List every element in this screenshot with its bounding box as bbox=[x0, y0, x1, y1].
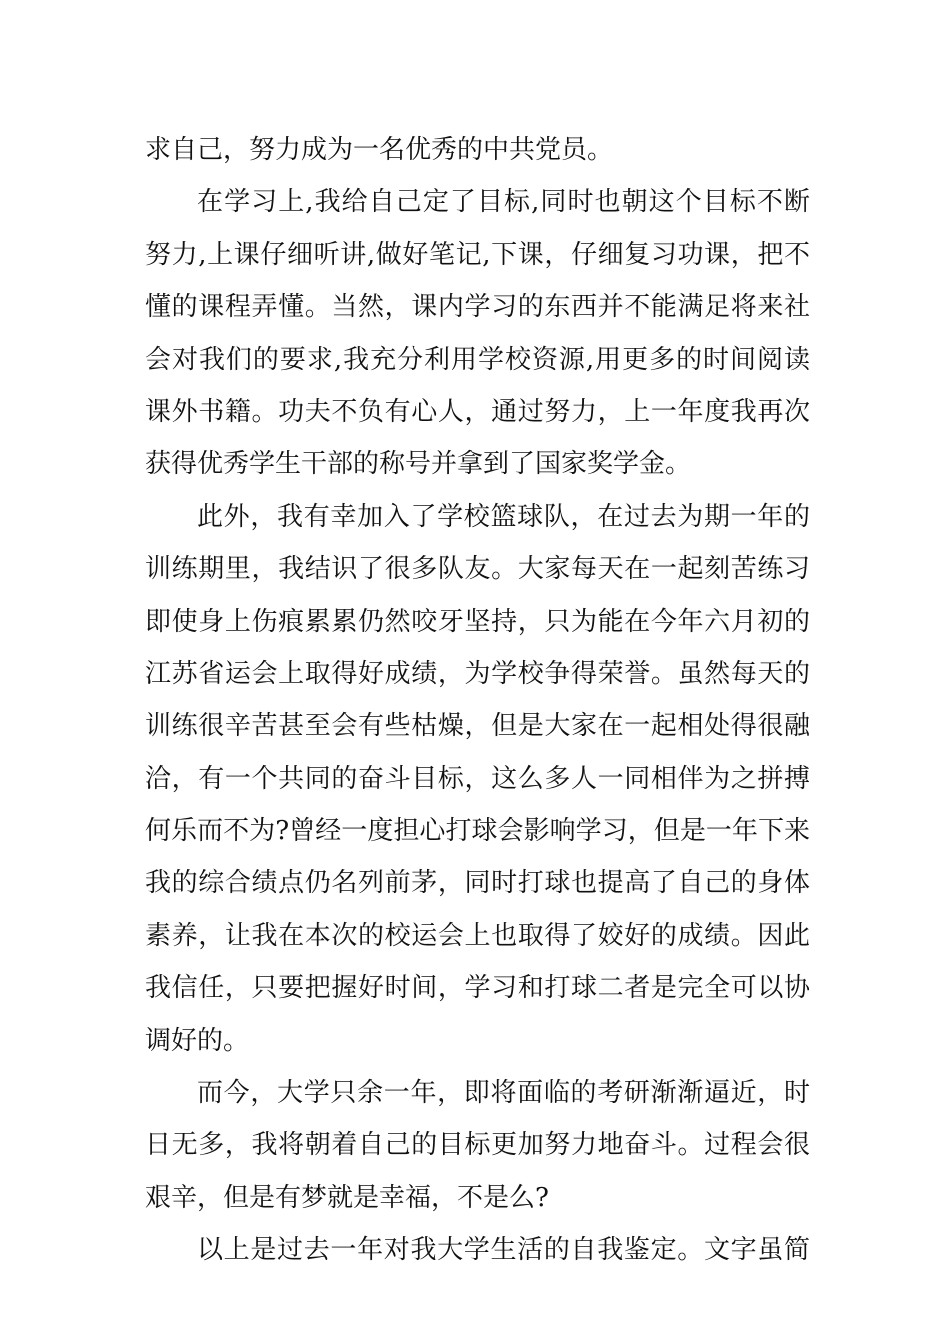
text-line: 获得优秀学生干部的称号并拿到了国家奖学金。 bbox=[145, 449, 692, 480]
text-line: 洽，有一个共同的奋斗目标，这么多人一同相伴为之拼搏 bbox=[145, 763, 810, 794]
text-line: 努力,上课仔细听讲,做好笔记,下课，仔细复习功课，把不 bbox=[145, 239, 810, 270]
text-line: 训练很辛苦甚至会有些枯燥，但是大家在一起相处得很融 bbox=[145, 711, 810, 742]
paragraph-first-line: 而今，大学只余一年，即将面临的考研渐渐逼近，时 bbox=[197, 1078, 810, 1109]
text-line: 素养，让我在本次的校运会上也取得了姣好的成绩。因此 bbox=[145, 920, 810, 951]
text-line: 我信任，只要把握好时间，学习和打球二者是完全可以协 bbox=[145, 973, 810, 1004]
paragraph-first-line: 此外，我有幸加入了学校篮球队，在过去为期一年的 bbox=[197, 501, 810, 532]
text-line: 训练期里，我结识了很多队友。大家每天在一起刻苦练习 bbox=[145, 554, 810, 585]
document-body bbox=[145, 124, 810, 1277]
paragraph-first-line: 在学习上,我给自己定了目标,同时也朝这个目标不断 bbox=[197, 187, 810, 218]
text-line: 日无多，我将朝着自己的目标更加努力地奋斗。过程会很 bbox=[145, 1130, 810, 1161]
text-line: 会对我们的要求,我充分利用学校资源,用更多的时间阅读 bbox=[145, 344, 810, 375]
text-line: 我的综合绩点仍名列前茅，同时打球也提高了自己的身体 bbox=[145, 868, 810, 899]
text-line: 何乐而不为?曾经一度担心打球会影响学习，但是一年下来 bbox=[145, 816, 810, 847]
text-line: 课外书籍。功夫不负有心人，通过努力，上一年度我再次 bbox=[145, 396, 810, 427]
text-line: 艰辛，但是有梦就是幸福，不是么? bbox=[145, 1182, 549, 1213]
text-line: 调好的。 bbox=[145, 1025, 250, 1056]
text-line: 懂的课程弄懂。当然，课内学习的东西并不能满足将来社 bbox=[145, 292, 810, 323]
text-line: 即使身上伤痕累累仍然咬牙坚持，只为能在今年六月初的 bbox=[145, 606, 810, 637]
text-line: 江苏省运会上取得好成绩，为学校争得荣誉。虽然每天的 bbox=[145, 658, 810, 689]
text-line: 求自己，努力成为一名优秀的中共党员。 bbox=[145, 135, 614, 165]
paragraph-first-line: 以上是过去一年对我大学生活的自我鉴定。文字虽简 bbox=[197, 1235, 810, 1266]
